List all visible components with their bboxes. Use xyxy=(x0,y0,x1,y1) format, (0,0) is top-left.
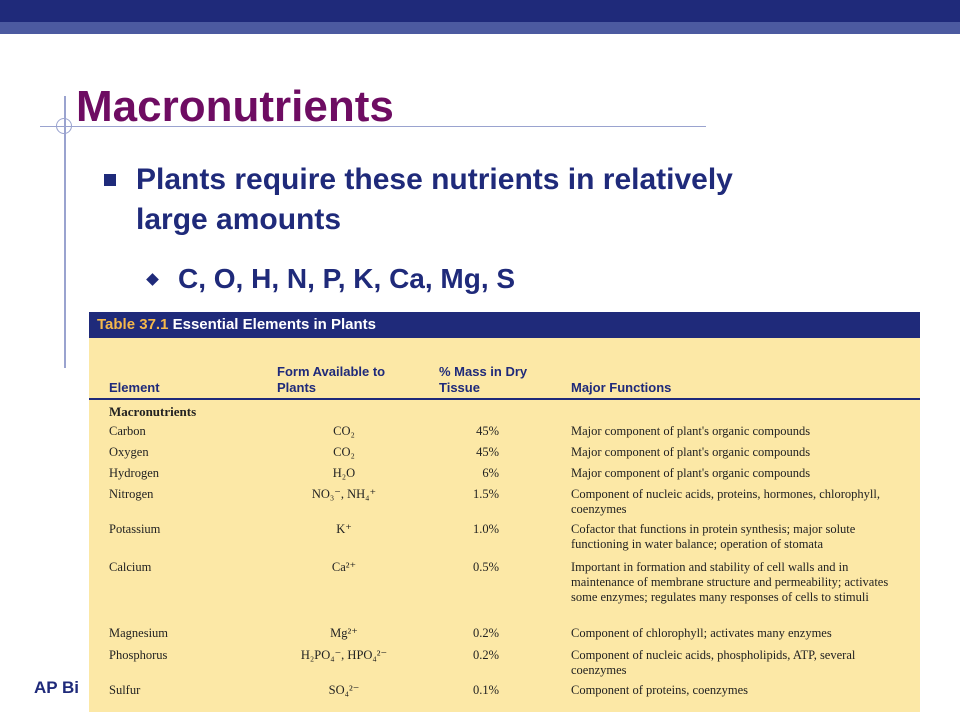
bullet-main-text: Plants require these nutrients in relatively large amounts xyxy=(136,163,733,236)
cell-form: NO₃⁻, NH₄⁺ xyxy=(311,487,377,501)
cell-form: SO₄²⁻ xyxy=(328,683,360,697)
table-number: Table 37.1 xyxy=(97,316,169,333)
footer-text: AP Bi xyxy=(34,678,80,697)
diamond-bullet-icon xyxy=(146,273,159,286)
top-banner-stripe xyxy=(0,22,960,34)
cell-element: Hydrogen xyxy=(109,466,159,480)
table-caption xyxy=(89,312,920,338)
cell-mass: 6% xyxy=(482,466,499,480)
cell-element: Calcium xyxy=(109,560,152,574)
decor-vertical-line xyxy=(64,96,66,368)
cell-functions: Cofactor that functions in protein synthesis; major solute functioning in water balance; operation of stomata xyxy=(571,522,856,551)
cell-element: Oxygen xyxy=(109,445,149,459)
cell-element: Carbon xyxy=(109,424,146,438)
bullet-main xyxy=(104,160,804,240)
header-functions: Major Functions xyxy=(571,380,672,395)
bullet-sub xyxy=(148,262,515,296)
cell-functions: Major component of plant's organic compounds xyxy=(571,466,811,480)
bullet-sub-text: C, O, H, N, P, K, Ca, Mg, S xyxy=(178,263,516,294)
cell-form: CO₂ xyxy=(333,445,355,459)
cell-element: Phosphorus xyxy=(109,648,168,662)
cell-element: Potassium xyxy=(109,522,161,536)
nutrient-table-image xyxy=(89,312,920,712)
cell-functions: Major component of plant's organic compounds xyxy=(571,445,811,459)
cell-element: Sulfur xyxy=(109,683,141,697)
cell-form: H₂PO₄⁻, HPO₄²⁻ xyxy=(300,648,388,662)
table-title: Essential Elements in Plants xyxy=(172,316,377,333)
cell-mass: 45% xyxy=(476,424,499,438)
cell-mass: 0.2% xyxy=(472,648,499,662)
cell-form: CO₂ xyxy=(333,424,355,438)
cell-element: Nitrogen xyxy=(109,487,154,501)
cell-mass: 1.0% xyxy=(472,522,499,536)
cell-functions: Component of proteins, coenzymes xyxy=(571,683,749,697)
cell-element: Magnesium xyxy=(109,626,169,640)
cell-functions: Important in formation and stability of cell walls and in maintenance of membrane structure and permeability; activates some enzymes; regulates many responses of cells to stimuli xyxy=(571,560,889,604)
cell-form: K⁺ xyxy=(336,522,352,536)
cell-functions: Component of chlorophyll; activates many enzymes xyxy=(571,626,832,640)
header-form: Form Available to Plants xyxy=(277,364,386,395)
cell-form: Ca²⁺ xyxy=(331,560,357,574)
square-bullet-icon xyxy=(104,174,116,186)
header-mass: % Mass in Dry Tissue xyxy=(439,364,528,395)
header-element: Element xyxy=(109,380,160,395)
cell-mass: 45% xyxy=(476,445,499,459)
cell-mass: 0.5% xyxy=(472,560,499,574)
table-header-row xyxy=(89,352,920,400)
top-banner xyxy=(0,0,960,22)
cell-functions: Component of nucleic acids, proteins, hormones, chlorophyll, coenzymes xyxy=(571,487,880,516)
section-label: Macronutrients xyxy=(109,404,197,419)
cell-form: H₂O xyxy=(332,466,356,480)
slide-title: Macronutrients xyxy=(76,82,394,131)
cell-mass: 0.1% xyxy=(472,683,499,697)
cell-mass: 1.5% xyxy=(472,487,499,501)
cell-functions: Major component of plant's organic compounds xyxy=(571,424,811,438)
cell-functions: Component of nucleic acids, phospholipids, ATP, several coenzymes xyxy=(571,648,856,677)
decor-crosshair-circle xyxy=(56,118,72,134)
cell-mass: 0.2% xyxy=(472,626,499,640)
cell-form: Mg²⁺ xyxy=(330,626,358,640)
